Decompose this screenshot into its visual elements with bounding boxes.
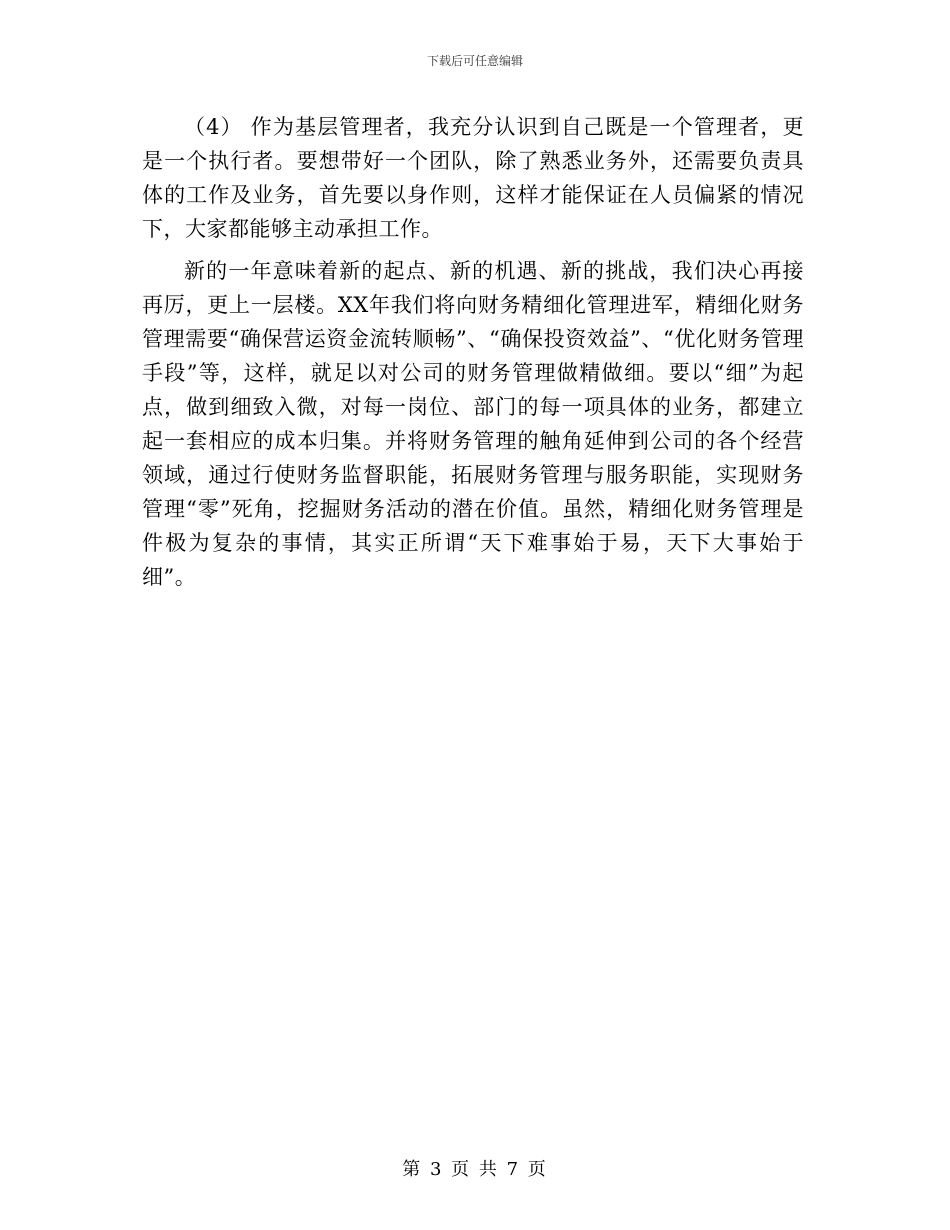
page-number: 第 3 页 共 7 页 xyxy=(402,1159,548,1180)
document-body xyxy=(142,110,804,594)
paragraph-2: 新的一年意味着新的起点、新的机遇、新的挑战，我们决心再接再厉，更上一层楼。XX年我们将向财务精细化管理进军，精细化财务管理需要“确保营运资金流转顺畅”、“确保投资效益”、“优化财务管理手段”等，这样，就足以对公司的财务管理做精做细。要以“细”为起点，做到细致入微，对每一岗位、部门的每一项具体的业务，都建立起一套相应的成本归集。并将财务管理的触角延伸到公司的各个经营领域，通过行使财务监督职能，拓展财务管理与服务职能，实现财务管理“零”死角，挖掘财务活动的潜在价值。虽然，精细化财务管理是件极为复杂的事情，其实正所谓“天下难事始于易，天下大事始于细”。 xyxy=(142,259,804,589)
paragraph-1: （4） 作为基层管理者，我充分认识到自己既是一个管理者，更是一个执行者。要想带好一个团队，除了熟悉业务外，还需要负责具体的工作及业务，首先要以身作则，这样才能保证在人员偏紧的情况下，大家都能够主动承担工作。 xyxy=(142,115,804,241)
page-header-note: 下载后可任意编辑 xyxy=(426,54,523,68)
